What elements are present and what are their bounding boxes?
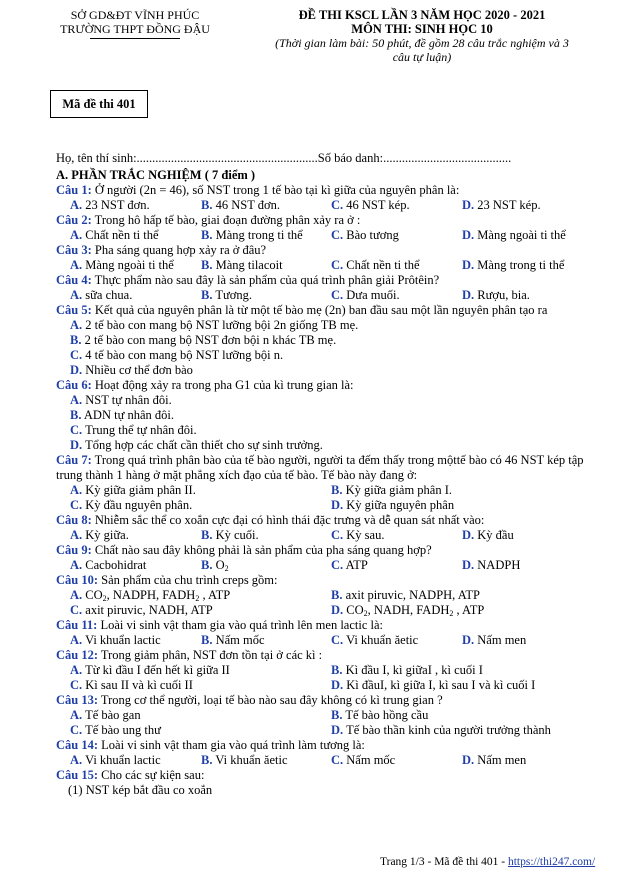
option-b: B. ADN tự nhân đôi.: [70, 408, 175, 422]
option-d: D. Màng trong ti thể: [462, 258, 565, 272]
option-a: A. Kỳ giữa.: [70, 528, 129, 542]
question-number: Câu 10:: [56, 573, 99, 587]
question-number: Câu 3:: [56, 243, 92, 257]
question-15-item-1: (1) NST kép bắt đầu co xoắn: [68, 783, 213, 797]
option-c: C. axit piruvic, NADH, ATP: [70, 603, 213, 617]
question-text: Ở người (2n = 46), số NST trong 1 tế bào tại kì giữa của nguyên phân là:: [91, 183, 460, 197]
option-a: A. $CO_2$, NADPH, $FADH_2$ , ATP: [70, 588, 231, 603]
option-c: C. Chất nền ti thể: [331, 258, 420, 272]
question-number: Câu 1:: [56, 183, 92, 197]
option-a: A. sữa chua.: [70, 288, 133, 302]
option-c: C. Kỳ đầu nguyên phân.: [70, 498, 193, 512]
question-2-options: [56, 228, 616, 243]
question-7: [56, 453, 616, 468]
school-name: TRƯỜNG THPT ĐỒNG ĐẬU: [60, 22, 210, 36]
question-11-options: [56, 633, 616, 648]
question-text: Sản phẩm của chu trình creps gồm:: [98, 573, 278, 587]
question-10: [56, 573, 616, 588]
question-7-options-cd: [56, 498, 616, 513]
question-12-options-ab: [56, 663, 616, 678]
option-c: C. 4 tế bào con mang bộ NST lưỡng bội n.: [70, 348, 284, 362]
exam-title: ĐỀ THI KSCL LẦN 3 NĂM HỌC 2020 - 2021: [298, 8, 546, 22]
question-number: Câu 6:: [56, 378, 92, 392]
option-b: B. Tế bào hồng cầu: [331, 708, 429, 722]
option-d: D. Nhiều cơ thể đơn bào: [70, 363, 193, 377]
option-a: A. Chất nền ti thể: [70, 228, 159, 242]
question-7-options-ab: [56, 483, 616, 498]
exam-code-box: Mã đề thi 401: [50, 90, 148, 118]
question-number: Câu 9:: [56, 543, 92, 557]
question-number: Câu 11:: [56, 618, 98, 632]
question-9: [56, 543, 616, 558]
option-c: C. ATP: [331, 558, 368, 572]
header-rule: [90, 38, 180, 39]
question-number: Câu 5:: [56, 303, 92, 317]
option-d: D. Nấm men: [462, 753, 527, 767]
question-text: Hoạt động xảy ra trong pha G1 của kì trung gian là:: [91, 378, 354, 392]
option-c: C. Kì sau II và kì cuối II: [70, 678, 193, 692]
question-10-options-cd: [56, 603, 616, 618]
option-b: B. Tương.: [201, 288, 253, 302]
option-d: D. Màng ngoài ti thể: [462, 228, 566, 242]
option-c: C. Nấm mốc: [331, 753, 396, 767]
question-number: Câu 15:: [56, 768, 99, 782]
duration-line-1: (Thời gian làm bài: 50 phút, đề gồm 28 câu trắc nghiệm và 3: [275, 36, 569, 50]
question-text: Chất nào sau đây không phải là sản phẩm của pha sáng quang hợp?: [91, 543, 432, 557]
question-content: [56, 150, 616, 798]
footer-text: Trang 1/3 - Mã đề thi 401 -: [380, 856, 508, 868]
option-b: B. Vi khuẩn ăetic: [201, 753, 288, 767]
option-b: B. Kỳ giữa giảm phân I.: [331, 483, 452, 497]
question-10-options-ab: [56, 588, 616, 603]
question-text: Thực phẩm nào sau đây là sản phẩm của quá trình phân giải Prôtêin?: [91, 273, 440, 287]
option-a: A. Màng ngoài ti thể: [70, 258, 174, 272]
header-right: [232, 8, 612, 64]
question-5: [56, 303, 616, 318]
option-d: D. Kì đầuI, kì giữa I, kì sau I và kì cuối I: [331, 678, 536, 692]
question-text: Trong quá trình phân bào của tế bào người, người ta đếm thấy trong mộttế bào có 46 NST kép tập: [91, 453, 584, 467]
option-b: B. $O_2$: [201, 558, 229, 573]
question-2: [56, 213, 616, 228]
option-a: A. 23 NST đơn.: [70, 198, 150, 212]
question-text: Kết quả của nguyên phân là từ một tế bào mẹ (2n) ban đầu sau một lần nguyên phân tạo ra: [91, 303, 548, 317]
section-a-title: A. PHẦN TRẮC NGHIỆM ( 7 điểm ): [56, 167, 256, 182]
question-1-options: [56, 198, 616, 213]
dept-name: SỞ GD&ĐT VĨNH PHÚC: [70, 8, 200, 22]
question-6: [56, 378, 616, 393]
question-12: [56, 648, 616, 663]
page-footer: [380, 856, 595, 868]
option-c: C. Dưa muối.: [331, 288, 400, 302]
question-number: Câu 7:: [56, 453, 92, 467]
header-left: [40, 8, 230, 39]
option-b: B. axit piruvic, NADPH, ATP: [331, 588, 480, 602]
question-13-options-ab: [56, 708, 616, 723]
question-text: Loài vi sinh vật tham gia vào quá trình làm tương là:: [98, 738, 365, 752]
option-d: D. $CO_2$, NADH, $FADH_2$ , ATP: [331, 603, 485, 618]
option-b: B. 46 NST đơn.: [201, 198, 280, 212]
question-4: [56, 273, 616, 288]
option-a: A. Vi khuẩn lactic: [70, 753, 161, 767]
question-3-options: [56, 258, 616, 273]
option-b: B. Màng trong ti thể: [201, 228, 303, 242]
question-text: Pha sáng quang hợp xảy ra ở đâu?: [91, 243, 267, 257]
option-a: A. Cacbohidrat: [70, 558, 147, 572]
option-d: D. Kỳ giữa nguyên phân: [331, 498, 455, 512]
question-14-options: [56, 753, 616, 768]
option-a: A. Từ kì đầu I đến hết kì giữa II: [70, 663, 230, 677]
question-text: Trong giảm phân, NST đơn tồn tại ở các kì :: [98, 648, 323, 662]
option-d: D. Nấm men: [462, 633, 527, 647]
question-number: Câu 4:: [56, 273, 92, 287]
student-info-line: Họ, tên thí sinh:..........................................................Số báo danh:.........................................: [56, 151, 512, 165]
option-c: C. Vi khuẩn ăetic: [331, 633, 419, 647]
question-text: Nhiễm sắc thể co xoắn cực đại có hình thái đặc trưng và dễ quan sát nhất vào:: [91, 513, 485, 527]
question-number: Câu 14:: [56, 738, 99, 752]
option-d: D. NADPH: [462, 558, 521, 572]
subject: MÔN THI: SINH HỌC 10: [351, 22, 493, 36]
option-a: A. Vi khuẩn lactic: [70, 633, 161, 647]
option-d: D. Tế bào thần kinh của người trưởng thành: [331, 723, 551, 737]
option-b: B. Kì đầu I, kì giữaI , kì cuối I: [331, 663, 483, 677]
question-number: Câu 13:: [56, 693, 99, 707]
option-b: B. 2 tế bào con mang bộ NST đơn bội n khác TB mẹ.: [70, 333, 337, 347]
question-9-options: [56, 558, 616, 573]
option-d: D. Kỳ đầu: [462, 528, 514, 542]
question-8: [56, 513, 616, 528]
question-text: Trong hô hấp tế bào, giai đoạn đường phân xảy ra ở :: [91, 213, 361, 227]
footer-link[interactable]: https://thi247.com/: [507, 856, 596, 868]
question-13: [56, 693, 616, 708]
question-13-options-cd: [56, 723, 616, 738]
question-12-options-cd: [56, 678, 616, 693]
question-number: Câu 2:: [56, 213, 92, 227]
option-a: A. NST tự nhân đôi.: [70, 393, 172, 407]
option-d: D. Rượu, bia.: [462, 288, 530, 302]
option-c: C. Bào tương: [331, 228, 399, 242]
option-c: C. 46 NST kép.: [331, 198, 410, 212]
question-number: Câu 8:: [56, 513, 92, 527]
question-1: [56, 183, 616, 198]
question-text: Cho các sự kiện sau:: [98, 768, 205, 782]
option-a: A. 2 tế bào con mang bộ NST lưỡng bội 2n giống TB mẹ.: [70, 318, 359, 332]
question-number: Câu 12:: [56, 648, 99, 662]
option-c: C. Trung thể tự nhân đôi.: [70, 423, 197, 437]
question-text: Trong cơ thể người, loại tế bào nào sau đây không có kì trung gian ?: [98, 693, 443, 707]
question-text: Loài vi sinh vật tham gia vào quá trình lên men lactic là:: [97, 618, 384, 632]
option-a: A. Tế bào gan: [70, 708, 141, 722]
option-b: B. Nấm mốc: [201, 633, 265, 647]
option-a: A. Kỳ giữa giảm phân II.: [70, 483, 196, 497]
option-b: B. Màng tilacoit: [201, 258, 283, 272]
question-11: [56, 618, 616, 633]
option-d: D. 23 NST kép.: [462, 198, 541, 212]
option-c: C. Tế bào ung thư: [70, 723, 161, 737]
duration-line-2: câu tự luận): [392, 50, 452, 64]
question-15: [56, 768, 616, 783]
question-4-options: [56, 288, 616, 303]
question-14: [56, 738, 616, 753]
question-3: [56, 243, 616, 258]
option-d: D. Tổng hợp các chất cần thiết cho sự sinh trưởng.: [70, 438, 323, 452]
question-7-cont: trung thành 1 hàng ở mặt phẳng xích đạo của tế bào. Tế bào này đang ở:: [56, 468, 418, 482]
option-b: B. Kỳ cuối.: [201, 528, 259, 542]
option-c: C. Kỳ sau.: [331, 528, 385, 542]
question-8-options: [56, 528, 616, 543]
